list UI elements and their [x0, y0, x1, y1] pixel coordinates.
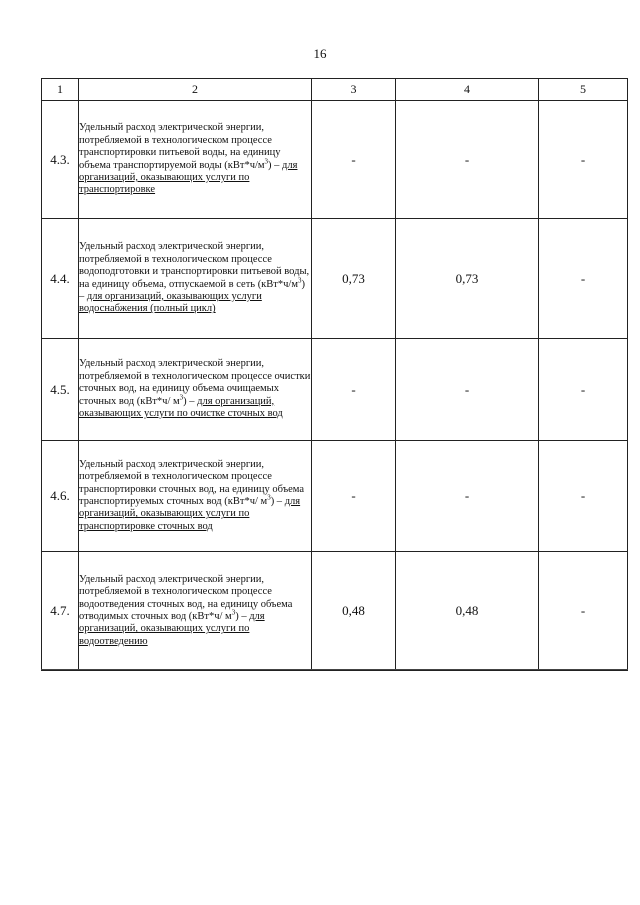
- description-tail: ) –: [183, 395, 198, 407]
- description-underlined: для организаций, оказывающих услуги по транспортировке: [79, 159, 298, 196]
- unit-superscript: 3: [179, 393, 184, 402]
- row-number: 4.4.: [42, 219, 79, 339]
- table-header-row: [42, 79, 628, 101]
- description-text: Удельный расход электрической энергии, потребляемой в технологическом процессе водоподготовки и транспортировки питьевой воды, на единицу объема, отпускаемой в сеть (кВт*ч/м: [79, 241, 310, 290]
- table-row: [42, 101, 628, 219]
- row-description: [79, 339, 312, 441]
- description-tail: ) –: [268, 159, 283, 171]
- value-col3: -: [312, 101, 396, 219]
- col-header-4: 4: [396, 79, 539, 101]
- table-row: [42, 552, 628, 671]
- description-tail: ) –: [235, 611, 250, 622]
- value-col4: 0,73: [396, 219, 539, 339]
- col-header-3: 3: [312, 79, 396, 101]
- value-col5: -: [539, 101, 628, 219]
- page-number: 16: [313, 46, 327, 61]
- table-row: [42, 339, 628, 441]
- row-number: 4.3.: [42, 101, 79, 219]
- col-header-1: 1: [42, 79, 79, 101]
- unit-superscript: 3: [264, 157, 269, 165]
- row-description: [79, 219, 312, 339]
- row-number: 4.6.: [42, 441, 79, 552]
- table-row: [42, 219, 628, 339]
- description-text: Удельный расход электрической энергии, потребляемой в технологическом процессе транспортировки питьевой воды, на единицу объема транспортируемой воды (кВт*ч/м: [79, 122, 281, 171]
- value-col3: 0,48: [312, 552, 396, 671]
- description-tail: ) –: [270, 496, 285, 507]
- description-underlined: для организаций, оказывающих услуги водоснабжения (полный цикл): [79, 290, 262, 315]
- value-col5: -: [539, 552, 628, 671]
- col-header-2: 2: [79, 79, 312, 101]
- value-col5: -: [539, 339, 628, 441]
- description-text: Удельный расход электрической энергии, потребляемой в технологическом процессе транспортировки сточных вод, на единицу объема транспортируемых сточных вод (кВт*ч/ м: [79, 458, 305, 507]
- value-col4: -: [396, 441, 539, 552]
- value-col3: -: [312, 441, 396, 552]
- description-text: Удельный расход электрической энергии, потребляемой в технологическом процессе водоотведения сточных вод, на единицу объема отводимых сточных вод (кВт*ч/ м: [79, 573, 293, 622]
- unit-superscript: 3: [297, 276, 302, 284]
- value-col3: 0,73: [312, 219, 396, 339]
- value-col5: -: [539, 441, 628, 552]
- value-col4: -: [396, 101, 539, 219]
- row-description: [79, 101, 312, 219]
- description-text: Удельный расход электрической энергии, потребляемой в технологическом процессе очистки сточных вод, на единицу объема очищаемых сточных вод (кВт*ч/ м: [79, 358, 311, 407]
- description-underlined: для организаций, оказывающих услуги по водоотведению: [79, 611, 265, 647]
- description-underlined: для организаций, оказывающих услуги по очистке сточных вод: [79, 395, 283, 420]
- unit-superscript: 3: [231, 608, 236, 617]
- description-tail: ) –: [79, 278, 305, 302]
- row-number: 4.5.: [42, 339, 79, 441]
- col-header-5: 5: [539, 79, 628, 101]
- value-col4: -: [396, 339, 539, 441]
- unit-superscript: 3: [267, 493, 271, 502]
- table-row: [42, 441, 628, 552]
- value-col5: -: [539, 219, 628, 339]
- row-number: 4.7.: [42, 552, 79, 671]
- data-table: [41, 78, 628, 671]
- bottom-rule: [41, 669, 628, 670]
- row-description: [79, 552, 312, 671]
- row-description: [79, 441, 312, 552]
- value-col3: -: [312, 339, 396, 441]
- value-col4: 0,48: [396, 552, 539, 671]
- description-underlined: для организаций, оказывающих услуги по транспортировке сточных вод: [79, 496, 301, 532]
